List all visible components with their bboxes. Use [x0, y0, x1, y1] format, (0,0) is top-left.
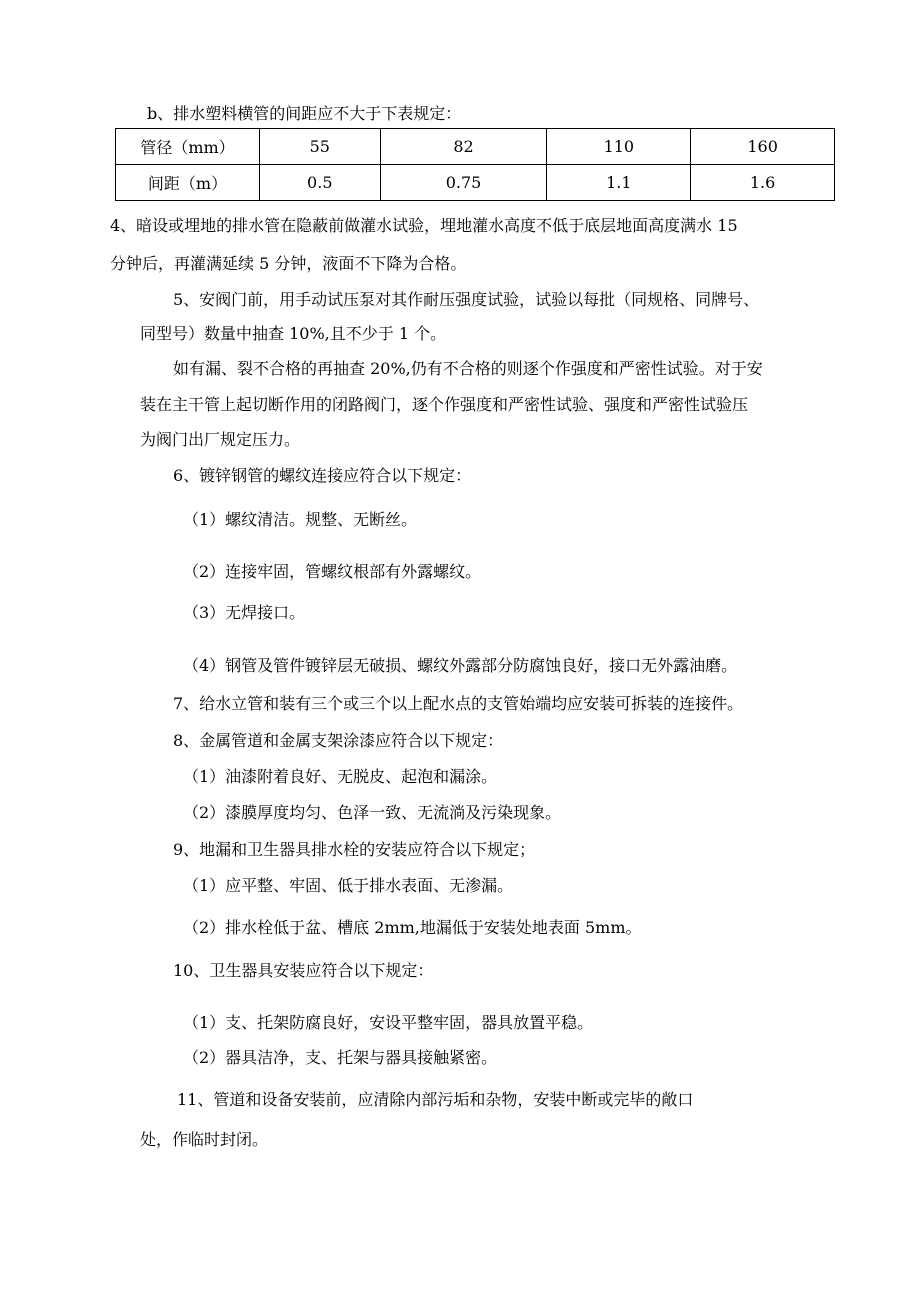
paragraph-4-line-2: 分钟后，再灌满延续 5 分钟，液面不下降为合格。 — [110, 254, 467, 273]
paragraph-8-item-1: （1）油漆附着良好、无脱皮、起泡和漏涂。 — [183, 767, 498, 786]
table-cell: 0.75 — [380, 165, 547, 201]
table-row-label: 间距（m） — [116, 165, 260, 201]
table-cell: 110 — [547, 129, 691, 165]
paragraph-6-item-3: （3）无焊接口。 — [183, 603, 306, 622]
table-cell: 82 — [380, 129, 547, 165]
table-row — [116, 165, 835, 201]
paragraph-9-item-1: （1）应平整、牢固、低于排水表面、无渗漏。 — [183, 876, 514, 895]
table-cell: 1.1 — [547, 165, 691, 201]
pipe-spacing-table — [115, 128, 835, 201]
paragraph-6-item-1: （1）螺纹清洁。规整、无断丝。 — [183, 510, 418, 529]
paragraph-6: 6、镀锌钢管的螺纹连接应符合以下规定： — [173, 466, 472, 485]
paragraph-5b-line-3: 为阀门出厂规定压力。 — [140, 430, 301, 449]
paragraph-10: 10、卫生器具安装应符合以下规定： — [173, 961, 434, 980]
table-cell: 0.5 — [260, 165, 381, 201]
paragraph-6-item-4: （4）钢管及管件镀锌层无破损、螺纹外露部分防腐蚀良好，接口无外露油磨。 — [183, 656, 738, 675]
paragraph-10-item-2: （2）器具洁净，支、托架与器具接触紧密。 — [183, 1048, 498, 1067]
table-row — [116, 129, 835, 165]
paragraph-8-item-2: （2）漆膜厚度均匀、色泽一致、无流淌及污染现象。 — [183, 803, 562, 822]
paragraph-9: 9、地漏和卫生器具排水栓的安装应符合以下规定； — [173, 840, 536, 859]
paragraph-6-item-2: （2）连接牢固，管螺纹根部有外露螺纹。 — [183, 562, 482, 581]
paragraph-5-line-2: 同型号）数量中抽查 10%,且不少于 1 个。 — [140, 324, 447, 343]
table-cell: 1.6 — [691, 165, 835, 201]
paragraph-5b-line-1: 如有漏、裂不合格的再抽查 20%,仍有不合格的则逐个作强度和严密性试验。对于安 — [173, 359, 763, 378]
paragraph-11-line-2: 处，作临时封闭。 — [140, 1130, 269, 1149]
paragraph-7: 7、给水立管和装有三个或三个以上配水点的支管始端均应安装可拆装的连接件。 — [173, 694, 744, 713]
table-intro: b、排水塑料横管的间距应不大于下表规定： — [147, 104, 462, 123]
paragraph-10-item-1: （1）支、托架防腐良好，安设平整牢固，器具放置平稳。 — [183, 1013, 594, 1032]
paragraph-5-line-1: 5、安阀门前，用手动试压泵对其作耐压强度试验，试验以每批（同规格、同牌号、 — [173, 290, 760, 309]
table-cell: 55 — [260, 129, 381, 165]
paragraph-5b-line-2: 装在主干管上起切断作用的闭路阀门，逐个作强度和严密性试验、强度和严密性试验压 — [140, 395, 749, 414]
paragraph-9-item-2: （2）排水栓低于盆、槽底 2mm,地漏低于安装处地表面 5mm。 — [183, 918, 642, 937]
table-row-label: 管径（mm） — [116, 129, 260, 165]
paragraph-4-line-1: 4、暗设或埋地的排水管在隐蔽前做灌水试验，埋地灌水高度不低于底层地面高度满水 15 — [110, 216, 738, 235]
table-cell: 160 — [691, 129, 835, 165]
paragraph-11-line-1: 11、管道和设备安装前，应清除内部污垢和杂物，安装中断或完毕的敞口 — [177, 1090, 694, 1109]
paragraph-8: 8、金属管道和金属支架涂漆应符合以下规定： — [173, 731, 504, 750]
